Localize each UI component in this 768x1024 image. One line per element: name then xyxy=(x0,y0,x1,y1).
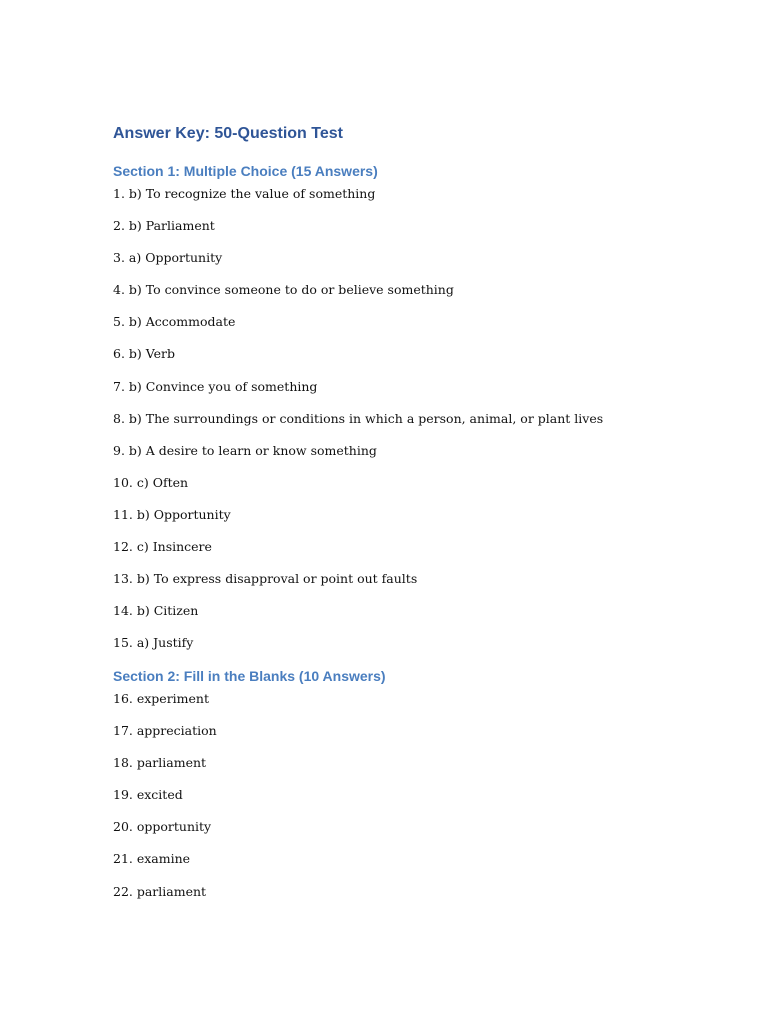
answer-item: 16. experiment xyxy=(113,691,209,706)
answer-item: 18. parliament xyxy=(113,755,207,771)
answer-item: 15. a) Justify xyxy=(113,635,194,651)
answer-item: 8. b) The surroundings or conditions in which a person, animal, or plant lives xyxy=(113,410,604,426)
section-1-answer-list xyxy=(113,186,603,667)
section-2-heading: Section 2: Fill in the Blanks (10 Answers) xyxy=(113,668,386,684)
answer-item: 21. examine xyxy=(113,851,191,867)
answer-item: 6. b) Verb xyxy=(113,346,176,362)
answer-item: 12. c) Insincere xyxy=(113,539,212,555)
answer-item: 20. opportunity xyxy=(113,819,212,835)
answer-item: 2. b) Parliament xyxy=(113,218,215,234)
answer-item: 17. appreciation xyxy=(113,723,217,739)
answer-item: 7. b) Convince you of something xyxy=(113,378,318,394)
answer-item: 5. b) Accommodate xyxy=(113,314,236,330)
answer-item: 4. b) To convince someone to do or believe something xyxy=(113,282,454,298)
answer-item: 9. b) A desire to learn or know something xyxy=(113,442,377,458)
answer-item: 10. c) Often xyxy=(113,474,189,490)
answer-item: 11. b) Opportunity xyxy=(113,506,231,522)
answer-item: 14. b) Citizen xyxy=(113,603,199,619)
answer-item: 3. a) Opportunity xyxy=(113,250,223,266)
document-title: Answer Key: 50-Question Test xyxy=(113,125,343,142)
answer-item: 19. excited xyxy=(113,787,183,803)
section-2-answer-list xyxy=(113,691,217,916)
answer-item: 1. b) To recognize the value of something xyxy=(113,186,376,201)
answer-item: 13. b) To express disapproval or point out faults xyxy=(113,571,418,587)
answer-item: 22. parliament xyxy=(113,883,207,899)
section-1-heading: Section 1: Multiple Choice (15 Answers) xyxy=(113,163,378,179)
